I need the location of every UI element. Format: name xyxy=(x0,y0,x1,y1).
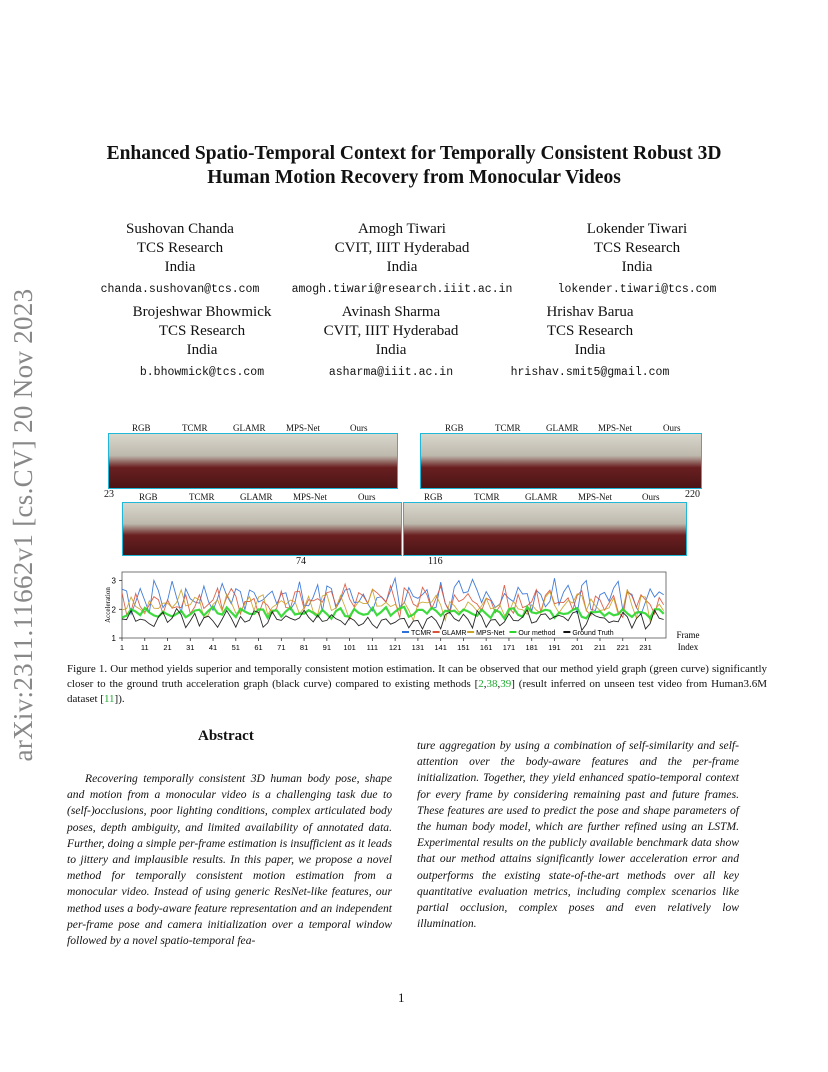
label-glamr: GLAMR xyxy=(546,423,579,433)
title-line-1: Enhanced Spatio-Temporal Context for Temporally Consistent Robust 3D xyxy=(106,143,722,164)
citation-link[interactable]: 11 xyxy=(103,693,115,705)
x-tick-label: 161 xyxy=(479,643,493,652)
label-ours: Ours xyxy=(642,492,660,502)
frame-tcmr xyxy=(477,434,534,488)
x-axis-label: Index xyxy=(677,642,699,652)
frame-ours xyxy=(630,503,687,555)
label-glamr: GLAMR xyxy=(233,423,266,433)
frame-rgb xyxy=(109,434,167,488)
label-ours: Ours xyxy=(350,423,368,433)
legend-label: Our method xyxy=(518,630,556,637)
frame-rgb xyxy=(421,434,478,488)
figure-caption xyxy=(67,662,767,707)
frame-marker-116: 116 xyxy=(428,556,443,567)
label-glamr: GLAMR xyxy=(525,492,558,502)
x-tick-label: 151 xyxy=(457,643,470,652)
caption-text: Figure 1. Our method yields superior and temporally consistent motion estimation. It can be observed that our method yield graph (green curve) significantly closer to the ground truth acceleration graph (black curve) compared to existing methods [ xyxy=(67,663,767,690)
x-axis-label: Frame xyxy=(676,630,700,640)
x-tick-label: 91 xyxy=(322,643,332,652)
author-6 xyxy=(490,303,690,382)
citation-link[interactable]: 39 xyxy=(500,678,512,690)
frame-marker-74: 74 xyxy=(296,556,306,567)
frame-rgb xyxy=(404,503,461,555)
frame-glamr xyxy=(533,434,590,488)
x-tick-label: 121 xyxy=(388,643,402,652)
frame-rgb xyxy=(123,503,179,555)
author-affiliation: TCS Research xyxy=(593,240,681,256)
y-axis-label: Acceleration xyxy=(104,587,112,623)
author-country: India xyxy=(375,342,407,358)
label-glamr: GLAMR xyxy=(240,492,273,502)
author-email: lokender.tiwari@tcs.com xyxy=(557,283,717,296)
label-tcmr: TCMR xyxy=(474,492,500,502)
legend-label: TCMR xyxy=(411,630,432,637)
abstract-column-2: ture aggregation by using a combination of self-similarity and self-attention over the body-aware features and the per-frame initialization. Together, they yield enhanced spatio-temporal context for every frame by considering remaining past and future frames. These features are used to predict the pose and shape parameters of the human body model, which are further refined using an LSTM. Experimental results on the publicly available benchmark data show that our method attains significantly lower acceleration error and outperforms the existing state-of-the-art methods over all key quantitative evaluation metrics, including complex scenarios like partial occlusion, complex poses and even relatively low illumination. xyxy=(417,739,739,931)
strip-mid-left xyxy=(122,502,402,556)
x-tick-label: 31 xyxy=(186,643,195,652)
label-tcmr: TCMR xyxy=(182,423,208,433)
x-tick-label: 51 xyxy=(231,643,240,652)
label-mpsnet: MPS-Net xyxy=(578,492,613,502)
x-tick-label: 41 xyxy=(208,643,218,652)
frame-marker-23: 23 xyxy=(104,489,114,500)
x-tick-label: 71 xyxy=(277,643,286,652)
label-tcmr: TCMR xyxy=(495,423,521,433)
x-tick-label: 181 xyxy=(525,643,538,652)
citation-link[interactable]: 2 xyxy=(478,678,484,690)
x-tick-label: 111 xyxy=(366,643,379,652)
frame-tcmr xyxy=(178,503,235,555)
label-ours: Ours xyxy=(358,492,376,502)
x-tick-label: 211 xyxy=(594,643,606,652)
label-rgb: RGB xyxy=(139,492,158,502)
abstract-column-1: Recovering temporally consistent 3D human body pose, shape and motion from a monocular video is a challenging task due to (self-)occlusions, poor lighting conditions, complex articulated body poses, depth ambiguity, and limited availability of annotated data. Further, doing a simple per-frame estimation is insufficient as it leads to jittery and implausible results. In this paper, we propose a novel method for temporally consistent motion estimation from a monocular video. Instead of using generic ResNet-like features, our method uses a body-aware feature representation and an independent per-frame pose and camera initialization over a temporal window followed by a novel spatio-temporal fea- xyxy=(67,772,392,948)
strip-top-left xyxy=(108,433,398,489)
legend-label: MPS-Net xyxy=(476,630,505,637)
x-tick-label: 191 xyxy=(548,643,561,652)
author-3 xyxy=(522,220,752,299)
x-tick-label: 81 xyxy=(299,643,309,652)
author-country: India xyxy=(574,342,606,358)
x-tick-label: 1 xyxy=(119,643,125,652)
author-email: hrishav.smit5@gmail.com xyxy=(510,366,670,379)
frame-ours xyxy=(345,503,402,555)
caption-text: ] (result inferred on unseen test video from Human3.6M dataset [ xyxy=(67,678,767,705)
author-2 xyxy=(282,220,522,299)
label-rgb: RGB xyxy=(132,423,151,433)
label-mpsnet: MPS-Net xyxy=(293,492,328,502)
author-affiliation: CVIT, IIIT Hyderabad xyxy=(334,240,470,256)
x-tick-label: 131 xyxy=(411,643,425,652)
frame-glamr xyxy=(224,434,283,488)
author-email: amogh.tiwari@research.iiit.ac.in xyxy=(291,283,513,296)
label-mpsnet: MPS-Net xyxy=(598,423,633,433)
abstract-heading: Abstract xyxy=(198,728,254,744)
author-country: India xyxy=(186,342,218,358)
author-name: Amogh Tiwari xyxy=(358,221,446,237)
y-tick-label: 3 xyxy=(111,576,116,586)
x-tick-label: 231 xyxy=(639,643,652,652)
frame-tcmr xyxy=(460,503,518,555)
x-tick-label: 171 xyxy=(502,643,516,652)
caption-sep: , xyxy=(483,678,487,690)
series-line xyxy=(122,609,664,631)
x-tick-label: 61 xyxy=(254,643,263,652)
label-rgb: RGB xyxy=(445,423,464,433)
y-tick-label: 2 xyxy=(111,605,116,615)
x-tick-label: 21 xyxy=(163,643,172,652)
author-affiliation: TCS Research xyxy=(546,323,634,339)
strip-mid-right xyxy=(403,502,687,556)
frame-ours xyxy=(645,434,702,488)
author-name: Brojeshwar Bhowmick xyxy=(132,304,272,320)
frame-marker-220: 220 xyxy=(685,489,700,500)
author-4 xyxy=(102,303,302,382)
caption-sep: , xyxy=(497,678,501,690)
strip-top-right xyxy=(420,433,702,489)
frame-mpsnet xyxy=(290,503,346,555)
author-name: Avinash Sharma xyxy=(341,304,441,320)
arxiv-stamp: arXiv:2311.11662v1 [cs.CV] 20 Nov 2023 xyxy=(8,288,38,762)
caption-text: ]). xyxy=(114,693,125,705)
x-tick-label: 141 xyxy=(434,643,447,652)
author-affiliation: TCS Research xyxy=(136,240,224,256)
author-name: Hrishav Barua xyxy=(546,304,634,320)
label-rgb: RGB xyxy=(424,492,443,502)
author-1 xyxy=(65,220,295,299)
author-country: India xyxy=(164,259,196,275)
y-tick-label: 1 xyxy=(111,634,116,643)
frame-glamr xyxy=(517,503,574,555)
x-tick-label: 11 xyxy=(140,643,149,652)
x-tick-label: 221 xyxy=(616,643,630,652)
acceleration-chart xyxy=(96,560,708,660)
author-country: India xyxy=(621,259,653,275)
author-email: chanda.sushovan@tcs.com xyxy=(100,283,260,296)
legend-label: GLAMR xyxy=(441,630,467,637)
paper-title xyxy=(60,142,768,190)
x-tick-label: 101 xyxy=(343,643,356,652)
author-affiliation: CVIT, IIIT Hyderabad xyxy=(323,323,459,339)
author-name: Sushovan Chanda xyxy=(126,221,234,237)
author-country: India xyxy=(386,259,418,275)
frame-mpsnet xyxy=(282,434,340,488)
frame-ours xyxy=(339,434,398,488)
author-name: Lokender Tiwari xyxy=(586,221,688,237)
citation-link[interactable]: 38 xyxy=(486,678,498,690)
frame-glamr xyxy=(234,503,291,555)
author-email: b.bhowmick@tcs.com xyxy=(139,366,265,379)
frame-tcmr xyxy=(166,434,225,488)
page-number: 1 xyxy=(398,990,405,1005)
author-affiliation: TCS Research xyxy=(158,323,246,339)
label-ours: Ours xyxy=(663,423,681,433)
frame-mpsnet xyxy=(589,434,646,488)
label-mpsnet: MPS-Net xyxy=(286,423,321,433)
author-5 xyxy=(291,303,491,382)
legend-label: Ground Truth xyxy=(572,630,614,637)
title-line-2: Human Motion Recovery from Monocular Videos xyxy=(207,167,621,188)
x-tick-label: 201 xyxy=(570,643,584,652)
author-email: asharma@iiit.ac.in xyxy=(328,366,454,379)
label-tcmr: TCMR xyxy=(189,492,215,502)
frame-mpsnet xyxy=(573,503,631,555)
